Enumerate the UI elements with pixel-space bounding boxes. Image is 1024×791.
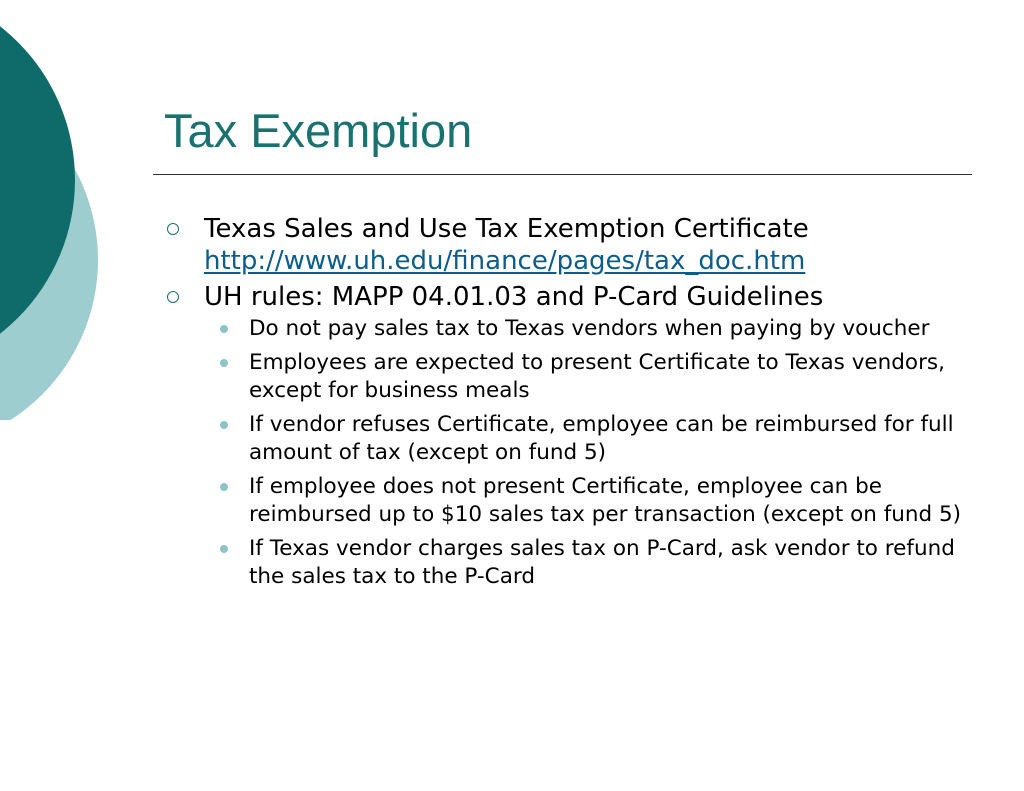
filled-dot-icon	[220, 359, 228, 367]
filled-dot-icon	[220, 325, 228, 333]
sub-bullet-text: If employee does not present Certificate, employee can be reimbursed up to $10 sales tax per transaction (except on fund 5)	[249, 474, 962, 527]
sub-bullet-item	[204, 473, 966, 529]
certificate-link[interactable]: http://www.uh.edu/finance/pages/tax_doc.htm	[204, 246, 806, 276]
sub-bullet-item	[204, 315, 966, 343]
bullet-uh-rules	[166, 281, 966, 591]
bullet-text: UH rules: MAPP 04.01.03 and P-Card Guidelines	[204, 282, 824, 312]
hollow-circle-icon	[167, 291, 179, 303]
sub-bullet-item	[204, 349, 966, 405]
bullet-list	[166, 213, 966, 597]
sub-bullet-text: If Texas vendor charges sales tax on P-Card, ask vendor to refund the sales tax to the P-Card	[249, 536, 955, 589]
sub-bullet-list	[204, 315, 966, 591]
sub-bullet-text: If vendor refuses Certificate, employee can be reimbursed for full amount of tax (except on fund 5)	[249, 412, 954, 465]
decorative-circles	[0, 0, 120, 420]
sub-bullet-item	[204, 535, 966, 591]
filled-dot-icon	[220, 545, 228, 553]
hollow-circle-icon	[167, 223, 179, 235]
filled-dot-icon	[220, 483, 228, 491]
bullet-text: Texas Sales and Use Tax Exemption Certificate	[204, 214, 809, 244]
title-divider	[153, 174, 972, 175]
slide-title: Tax Exemption	[164, 104, 473, 157]
sub-bullet-text: Do not pay sales tax to Texas vendors when paying by voucher	[249, 316, 930, 341]
bullet-certificate	[166, 213, 966, 277]
sub-bullet-text: Employees are expected to present Certificate to Texas vendors, except for business meals	[249, 350, 945, 403]
sub-bullet-item	[204, 411, 966, 467]
filled-dot-icon	[220, 421, 228, 429]
